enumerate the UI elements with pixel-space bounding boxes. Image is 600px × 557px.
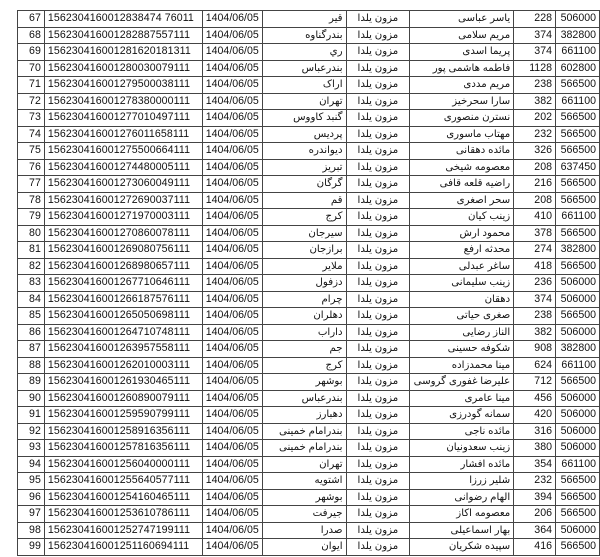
- row-number-cell: 93: [18, 440, 45, 457]
- row-number-cell: 89: [18, 374, 45, 391]
- customer-name-cell: مینا محمدزاده: [410, 357, 514, 374]
- store-cell: مزون یلدا: [346, 126, 410, 143]
- date-cell: 1404/06/05: [202, 308, 262, 325]
- store-cell: مزون یلدا: [346, 44, 410, 61]
- city-cell: قم: [262, 192, 346, 209]
- customer-name-cell: الهام رضوانی: [410, 489, 514, 506]
- row-number-cell: 83: [18, 275, 45, 292]
- quantity-cell: 908: [514, 341, 556, 358]
- city-cell: بوشهر: [262, 489, 346, 506]
- customer-name-cell: زینب سلیمانی: [410, 275, 514, 292]
- table-row: [18, 242, 600, 259]
- city-cell: دهبارز: [262, 407, 346, 424]
- city-cell: تهران: [262, 456, 346, 473]
- row-number-cell: 69: [18, 44, 45, 61]
- tracking-code-cell: 156230416001264710748111: [44, 324, 202, 341]
- store-cell: مزون یلدا: [346, 291, 410, 308]
- amount-cell: 506000: [555, 291, 599, 308]
- date-cell: 1404/06/05: [202, 357, 262, 374]
- customer-name-cell: دهقان: [410, 291, 514, 308]
- amount-cell: 566500: [555, 258, 599, 275]
- amount-cell: 566500: [555, 308, 599, 325]
- table-row: [18, 506, 600, 523]
- row-number-cell: 91: [18, 407, 45, 424]
- date-cell: 1404/06/05: [202, 209, 262, 226]
- amount-cell: 566500: [555, 77, 599, 94]
- table-row: [18, 539, 600, 556]
- store-cell: مزون یلدا: [346, 324, 410, 341]
- row-number-cell: 79: [18, 209, 45, 226]
- table-row: [18, 44, 600, 61]
- city-cell: بندرگناوه: [262, 27, 346, 44]
- tracking-code-cell: 156230416001278380000111: [44, 93, 202, 110]
- date-cell: 1404/06/05: [202, 225, 262, 242]
- city-cell: کرج: [262, 209, 346, 226]
- customer-name-cell: بهار اسماعیلی: [410, 522, 514, 539]
- store-cell: مزون یلدا: [346, 539, 410, 556]
- date-cell: 1404/06/05: [202, 126, 262, 143]
- table-row: [18, 473, 600, 490]
- store-cell: مزون یلدا: [346, 77, 410, 94]
- date-cell: 1404/06/05: [202, 44, 262, 61]
- store-cell: مزون یلدا: [346, 209, 410, 226]
- quantity-cell: 364: [514, 522, 556, 539]
- customer-name-cell: محدثه ارفع: [410, 242, 514, 259]
- date-cell: 1404/06/05: [202, 407, 262, 424]
- date-cell: 1404/06/05: [202, 143, 262, 160]
- table-row: [18, 93, 600, 110]
- row-number-cell: 73: [18, 110, 45, 127]
- row-number-cell: 92: [18, 423, 45, 440]
- city-cell: کرج: [262, 357, 346, 374]
- table-row: [18, 390, 600, 407]
- city-cell: بندرعباس: [262, 60, 346, 77]
- amount-cell: 506000: [555, 275, 599, 292]
- quantity-cell: 624: [514, 357, 556, 374]
- row-number-cell: 72: [18, 93, 45, 110]
- amount-cell: 661100: [555, 357, 599, 374]
- customer-name-cell: شلیر زرزا: [410, 473, 514, 490]
- amount-cell: 506000: [555, 423, 599, 440]
- customer-name-cell: سمانه گودرزی: [410, 407, 514, 424]
- tracking-code-cell: 156230416001258916356111: [44, 423, 202, 440]
- city-cell: دزفول: [262, 275, 346, 292]
- tracking-code-cell: 156230416001262010003111: [44, 357, 202, 374]
- table-row: [18, 11, 600, 28]
- amount-cell: 506000: [555, 324, 599, 341]
- amount-cell: 566500: [555, 374, 599, 391]
- store-cell: مزون یلدا: [346, 357, 410, 374]
- row-number-cell: 71: [18, 77, 45, 94]
- store-cell: مزون یلدا: [346, 60, 410, 77]
- table-row: [18, 209, 600, 226]
- city-cell: اشتویه: [262, 473, 346, 490]
- amount-cell: 661100: [555, 209, 599, 226]
- store-cell: مزون یلدا: [346, 506, 410, 523]
- table-row: [18, 440, 600, 457]
- tracking-code-cell: 156230416001282887557111: [44, 27, 202, 44]
- customer-name-cell: شکوفه حسینی: [410, 341, 514, 358]
- tracking-code-cell: 156230416001255640577111: [44, 473, 202, 490]
- quantity-cell: 326: [514, 143, 556, 160]
- city-cell: گنبد کاووس: [262, 110, 346, 127]
- customer-name-cell: مائده دهقانی: [410, 143, 514, 160]
- city-cell: قیر: [262, 11, 346, 28]
- date-cell: 1404/06/05: [202, 159, 262, 176]
- amount-cell: 566500: [555, 110, 599, 127]
- row-number-cell: 99: [18, 539, 45, 556]
- customer-name-cell: مائده ناجی: [410, 423, 514, 440]
- store-cell: مزون یلدا: [346, 308, 410, 325]
- tracking-code-cell: 1562304160012838474 76011: [44, 11, 202, 28]
- tracking-code-cell: 156230416001253610786111: [44, 506, 202, 523]
- tracking-code-cell: 156230416001277010497111: [44, 110, 202, 127]
- tracking-code-cell: 156230416001272690037111: [44, 192, 202, 209]
- date-cell: 1404/06/05: [202, 390, 262, 407]
- table-row: [18, 143, 600, 160]
- quantity-cell: 382: [514, 324, 556, 341]
- amount-cell: 506000: [555, 440, 599, 457]
- date-cell: 1404/06/05: [202, 539, 262, 556]
- city-cell: تهران: [262, 93, 346, 110]
- quantity-cell: 216: [514, 176, 556, 193]
- store-cell: مزون یلدا: [346, 390, 410, 407]
- quantity-cell: 416: [514, 539, 556, 556]
- table-row: [18, 423, 600, 440]
- tracking-code-cell: 156230416001280030079111: [44, 60, 202, 77]
- table-body: [18, 11, 600, 556]
- store-cell: مزون یلدا: [346, 27, 410, 44]
- row-number-cell: 90: [18, 390, 45, 407]
- amount-cell: 602800: [555, 60, 599, 77]
- row-number-cell: 67: [18, 11, 45, 28]
- table-row: [18, 489, 600, 506]
- date-cell: 1404/06/05: [202, 258, 262, 275]
- customer-name-cell: مریم مددی: [410, 77, 514, 94]
- date-cell: 1404/06/05: [202, 27, 262, 44]
- store-cell: مزون یلدا: [346, 473, 410, 490]
- customer-name-cell: مهتاب ماسوری: [410, 126, 514, 143]
- tracking-code-cell: 156230416001273060049111: [44, 176, 202, 193]
- table-row: [18, 374, 600, 391]
- store-cell: مزون یلدا: [346, 225, 410, 242]
- date-cell: 1404/06/05: [202, 176, 262, 193]
- tracking-code-cell: 156230416001261930465111: [44, 374, 202, 391]
- store-cell: مزون یلدا: [346, 374, 410, 391]
- quantity-cell: 1128: [514, 60, 556, 77]
- amount-cell: 506000: [555, 522, 599, 539]
- store-cell: مزون یلدا: [346, 456, 410, 473]
- amount-cell: 566500: [555, 539, 599, 556]
- store-cell: مزون یلدا: [346, 522, 410, 539]
- tracking-code-cell: 156230416001275500664111: [44, 143, 202, 160]
- customer-name-cell: یاسر عباسی: [410, 11, 514, 28]
- amount-cell: 661100: [555, 456, 599, 473]
- tracking-code-cell: 156230416001251160694111: [44, 539, 202, 556]
- row-number-cell: 80: [18, 225, 45, 242]
- tracking-code-cell: 156230416001265050698111: [44, 308, 202, 325]
- quantity-cell: 374: [514, 44, 556, 61]
- quantity-cell: 374: [514, 291, 556, 308]
- amount-cell: 506000: [555, 11, 599, 28]
- store-cell: مزون یلدا: [346, 440, 410, 457]
- table-row: [18, 407, 600, 424]
- store-cell: مزون یلدا: [346, 11, 410, 28]
- quantity-cell: 374: [514, 27, 556, 44]
- customer-name-cell: صغری حیاتی: [410, 308, 514, 325]
- table-row: [18, 308, 600, 325]
- amount-cell: 661100: [555, 44, 599, 61]
- table-row: [18, 60, 600, 77]
- store-cell: مزون یلدا: [346, 192, 410, 209]
- store-cell: مزون یلدا: [346, 407, 410, 424]
- quantity-cell: 232: [514, 473, 556, 490]
- city-cell: صدرا: [262, 522, 346, 539]
- customer-name-cell: راضیه قلعه قافی: [410, 176, 514, 193]
- customer-name-cell: محمود ارش: [410, 225, 514, 242]
- city-cell: برازجان: [262, 242, 346, 259]
- quantity-cell: 420: [514, 407, 556, 424]
- table-row: [18, 357, 600, 374]
- customer-name-cell: زینب کیان: [410, 209, 514, 226]
- table-row: [18, 126, 600, 143]
- date-cell: 1404/06/05: [202, 291, 262, 308]
- city-cell: جیرفت: [262, 506, 346, 523]
- quantity-cell: 208: [514, 159, 556, 176]
- city-cell: بندرامام خمینی: [262, 440, 346, 457]
- customer-name-cell: زینب سعدونیان: [410, 440, 514, 457]
- table-row: [18, 159, 600, 176]
- city-cell: ملایر: [262, 258, 346, 275]
- quantity-cell: 274: [514, 242, 556, 259]
- row-number-cell: 78: [18, 192, 45, 209]
- quantity-cell: 712: [514, 374, 556, 391]
- tracking-code-cell: 156230416001260890079111: [44, 390, 202, 407]
- row-number-cell: 82: [18, 258, 45, 275]
- table-row: [18, 27, 600, 44]
- amount-cell: 382800: [555, 341, 599, 358]
- city-cell: گرگان: [262, 176, 346, 193]
- customer-name-cell: مریم سلامی: [410, 27, 514, 44]
- amount-cell: 506000: [555, 390, 599, 407]
- quantity-cell: 394: [514, 489, 556, 506]
- row-number-cell: 84: [18, 291, 45, 308]
- city-cell: پردیس: [262, 126, 346, 143]
- row-number-cell: 98: [18, 522, 45, 539]
- row-number-cell: 74: [18, 126, 45, 143]
- customer-name-cell: سپیده شکریان: [410, 539, 514, 556]
- city-cell: سیرجان: [262, 225, 346, 242]
- city-cell: جم: [262, 341, 346, 358]
- customer-name-cell: مینا عامری: [410, 390, 514, 407]
- row-number-cell: 70: [18, 60, 45, 77]
- city-cell: تبریز: [262, 159, 346, 176]
- tracking-code-cell: 156230416001259590799111: [44, 407, 202, 424]
- customer-name-cell: مائده افشار: [410, 456, 514, 473]
- store-cell: مزون یلدا: [346, 489, 410, 506]
- quantity-cell: 380: [514, 440, 556, 457]
- table-row: [18, 258, 600, 275]
- tracking-code-cell: 156230416001256040000111: [44, 456, 202, 473]
- tracking-code-cell: 156230416001271970003111: [44, 209, 202, 226]
- quantity-cell: 236: [514, 275, 556, 292]
- amount-cell: 566500: [555, 506, 599, 523]
- city-cell: ري: [262, 44, 346, 61]
- table-row: [18, 110, 600, 127]
- quantity-cell: 232: [514, 126, 556, 143]
- tracking-code-cell: 156230416001269080756111: [44, 242, 202, 259]
- quantity-cell: 238: [514, 308, 556, 325]
- date-cell: 1404/06/05: [202, 440, 262, 457]
- table-row: [18, 291, 600, 308]
- row-number-cell: 97: [18, 506, 45, 523]
- row-number-cell: 96: [18, 489, 45, 506]
- amount-cell: 566500: [555, 489, 599, 506]
- amount-cell: 382800: [555, 242, 599, 259]
- amount-cell: 382800: [555, 27, 599, 44]
- amount-cell: 506000: [555, 407, 599, 424]
- quantity-cell: 206: [514, 506, 556, 523]
- customer-name-cell: فاطمه هاشمی پور: [410, 60, 514, 77]
- tracking-code-cell: 156230416001267710646111: [44, 275, 202, 292]
- customer-name-cell: علیرضا غفوری گروسی: [410, 374, 514, 391]
- quantity-cell: 410: [514, 209, 556, 226]
- city-cell: ایوان: [262, 539, 346, 556]
- date-cell: 1404/06/05: [202, 374, 262, 391]
- date-cell: 1404/06/05: [202, 275, 262, 292]
- tracking-code-cell: 156230416001254160465111: [44, 489, 202, 506]
- amount-cell: 661100: [555, 93, 599, 110]
- date-cell: 1404/06/05: [202, 242, 262, 259]
- amount-cell: 566500: [555, 176, 599, 193]
- tracking-code-cell: 156230416001274480005111: [44, 159, 202, 176]
- table-row: [18, 192, 600, 209]
- customer-name-cell: معصومه اکاز: [410, 506, 514, 523]
- row-number-cell: 68: [18, 27, 45, 44]
- date-cell: 1404/06/05: [202, 324, 262, 341]
- city-cell: بوشهر: [262, 374, 346, 391]
- table-row: [18, 77, 600, 94]
- date-cell: 1404/06/05: [202, 423, 262, 440]
- row-number-cell: 87: [18, 341, 45, 358]
- row-number-cell: 76: [18, 159, 45, 176]
- amount-cell: 637450: [555, 159, 599, 176]
- store-cell: مزون یلدا: [346, 242, 410, 259]
- city-cell: بندرعباس: [262, 390, 346, 407]
- city-cell: اراک: [262, 77, 346, 94]
- store-cell: مزون یلدا: [346, 110, 410, 127]
- tracking-code-cell: 156230416001252747199111: [44, 522, 202, 539]
- customer-name-cell: ساغر عبدلی: [410, 258, 514, 275]
- quantity-cell: 208: [514, 192, 556, 209]
- store-cell: مزون یلدا: [346, 93, 410, 110]
- customer-name-cell: نسترن منصوری: [410, 110, 514, 127]
- city-cell: دهلران: [262, 308, 346, 325]
- tracking-code-cell: 156230416001281620181311: [44, 44, 202, 61]
- tracking-code-cell: 156230416001279500038111: [44, 77, 202, 94]
- date-cell: 1404/06/05: [202, 506, 262, 523]
- row-number-cell: 81: [18, 242, 45, 259]
- table-row: [18, 341, 600, 358]
- quantity-cell: 418: [514, 258, 556, 275]
- row-number-cell: 77: [18, 176, 45, 193]
- quantity-cell: 202: [514, 110, 556, 127]
- quantity-cell: 238: [514, 77, 556, 94]
- amount-cell: 566500: [555, 225, 599, 242]
- table-row: [18, 522, 600, 539]
- date-cell: 1404/06/05: [202, 522, 262, 539]
- customer-name-cell: پریما اسدی: [410, 44, 514, 61]
- row-number-cell: 88: [18, 357, 45, 374]
- row-number-cell: 86: [18, 324, 45, 341]
- tracking-code-cell: 156230416001276011658111: [44, 126, 202, 143]
- date-cell: 1404/06/05: [202, 341, 262, 358]
- customer-name-cell: الناز رضایی: [410, 324, 514, 341]
- tracking-code-cell: 156230416001270860078111: [44, 225, 202, 242]
- date-cell: 1404/06/05: [202, 489, 262, 506]
- quantity-cell: 382: [514, 93, 556, 110]
- store-cell: مزون یلدا: [346, 176, 410, 193]
- quantity-cell: 378: [514, 225, 556, 242]
- table-row: [18, 275, 600, 292]
- date-cell: 1404/06/05: [202, 473, 262, 490]
- tracking-code-cell: 156230416001268980657111: [44, 258, 202, 275]
- city-cell: دیواندره: [262, 143, 346, 160]
- date-cell: 1404/06/05: [202, 192, 262, 209]
- table-row: [18, 456, 600, 473]
- amount-cell: 566500: [555, 473, 599, 490]
- table-row: [18, 225, 600, 242]
- date-cell: 1404/06/05: [202, 456, 262, 473]
- customer-name-cell: سارا سحرخیز: [410, 93, 514, 110]
- date-cell: 1404/06/05: [202, 110, 262, 127]
- customer-name-cell: سحر اصغری: [410, 192, 514, 209]
- amount-cell: 566500: [555, 126, 599, 143]
- date-cell: 1404/06/05: [202, 11, 262, 28]
- city-cell: چرام: [262, 291, 346, 308]
- store-cell: مزون یلدا: [346, 423, 410, 440]
- row-number-cell: 75: [18, 143, 45, 160]
- customer-name-cell: معصومه شیخی: [410, 159, 514, 176]
- table-row: [18, 324, 600, 341]
- quantity-cell: 456: [514, 390, 556, 407]
- tracking-code-cell: 156230416001266187576111: [44, 291, 202, 308]
- table-row: [18, 176, 600, 193]
- shipment-table: [17, 10, 600, 556]
- tracking-code-cell: 156230416001263957558111: [44, 341, 202, 358]
- store-cell: مزون یلدا: [346, 341, 410, 358]
- quantity-cell: 354: [514, 456, 556, 473]
- date-cell: 1404/06/05: [202, 60, 262, 77]
- row-number-cell: 95: [18, 473, 45, 490]
- amount-cell: 566500: [555, 192, 599, 209]
- tracking-code-cell: 156230416001257816356111: [44, 440, 202, 457]
- store-cell: مزون یلدا: [346, 275, 410, 292]
- store-cell: مزون یلدا: [346, 159, 410, 176]
- row-number-cell: 85: [18, 308, 45, 325]
- city-cell: بندرامام خمینی: [262, 423, 346, 440]
- quantity-cell: 228: [514, 11, 556, 28]
- date-cell: 1404/06/05: [202, 77, 262, 94]
- store-cell: مزون یلدا: [346, 143, 410, 160]
- amount-cell: 566500: [555, 143, 599, 160]
- quantity-cell: 316: [514, 423, 556, 440]
- date-cell: 1404/06/05: [202, 93, 262, 110]
- city-cell: داراب: [262, 324, 346, 341]
- row-number-cell: 94: [18, 456, 45, 473]
- store-cell: مزون یلدا: [346, 258, 410, 275]
